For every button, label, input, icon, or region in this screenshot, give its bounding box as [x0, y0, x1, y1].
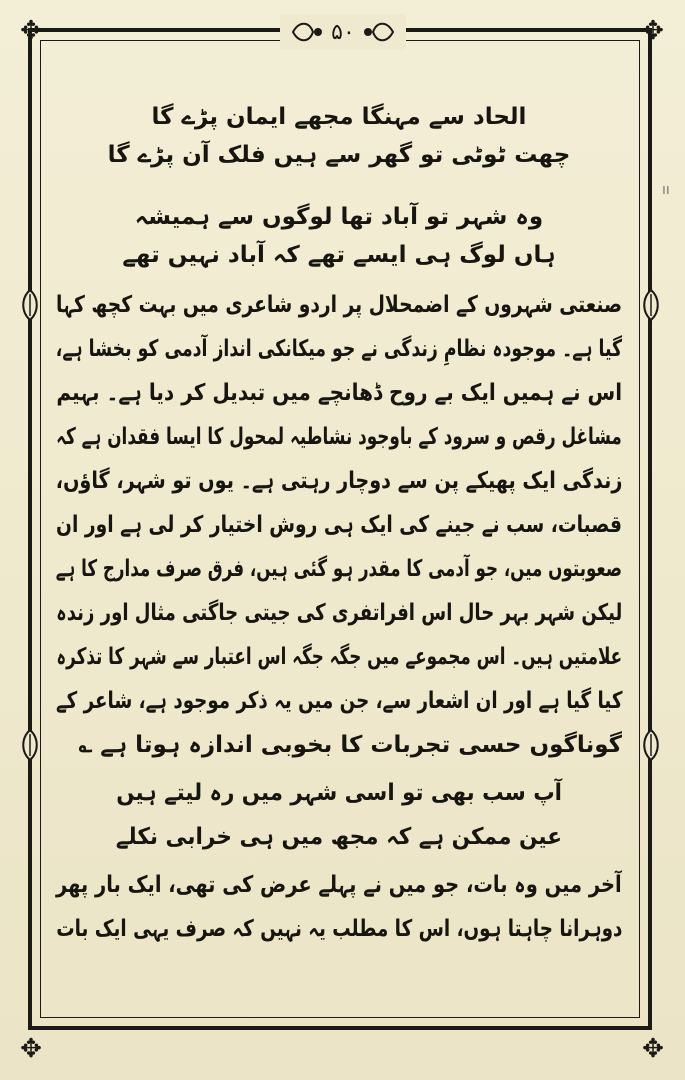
leaf-flourish-icon — [640, 288, 662, 322]
paragraph-line: علامتیں ہیں۔ اس مجموعے میں جگہ جگہ اس اعتبار سے شہر کا تذکرہ — [56, 644, 622, 670]
paragraph-line: آخر میں وہ بات، جو میں نے پہلے عرض کی تھی، ایک بار پھر — [56, 872, 622, 898]
paragraph-line: اس نے ہمیں ایک بے روح ڈھانچے میں تبدیل کر دیا ہے۔ بہیم — [56, 380, 622, 406]
page-header — [280, 14, 406, 50]
corner-flourish-icon: ✥ — [20, 1034, 42, 1064]
corner-flourish-icon: ✥ — [20, 16, 42, 46]
leaf-flourish-icon — [19, 728, 41, 762]
leaf-flourish-icon — [640, 728, 662, 762]
paragraph-line: لیکن شہر بہر حال اس افراتفری کی جیتی جاگتی مثال اور زندہ — [55, 600, 622, 626]
paragraph-line: صعوبتوں میں، جو آدمی کا مقدر ہو گئی ہیں، فرق صرف مدارج کا ہے — [55, 556, 622, 582]
paragraph-line: زندگی ایک پھیکے پن سے دوچار رہتی ہے۔ یوں تو شہر، گاؤں، — [55, 468, 622, 494]
verse-line: چھت ٹوٹی تو گھر سے ہیں فلک آن پڑے گا — [107, 142, 571, 168]
paragraph-line: کیا گیا ہے اور ان اشعار سے، جن میں یہ ذکر موجود ہے، شاعر کے — [55, 688, 622, 714]
margin-mark: ıı — [662, 182, 670, 198]
paragraph-line: صنعتی شہروں کے اضمحلال پر اردو شاعری میں بہت کچھ کہا — [56, 292, 622, 318]
paragraph-line: قصبات، سب نے جینے کی ایک ہی روش اختیار کر لی ہے اور ان — [56, 512, 622, 538]
floral-header-icon — [361, 19, 395, 45]
paragraph-line: مشاغل رقص و سرود کے باوجود نشاطیہ لمحول کا ایسا فقدان ہے کہ — [56, 424, 622, 450]
paragraph-line: گوناگوں حسی تجربات کا بخوبی اندازہ ہوتا ہے ؎ — [78, 732, 622, 758]
paragraph-line: گیا ہے۔ موجودہ نظامِ زندگی نے جو میکانکی انداز آدمی کو بخشا ہے، — [55, 336, 622, 362]
leaf-flourish-icon — [19, 288, 41, 322]
corner-flourish-icon: ✥ — [642, 1034, 664, 1064]
verse-line: ہاں لوگ ہی ایسے تھے کہ آباد نہیں تھے — [122, 242, 556, 268]
verse-line: آپ سب بھی تو اسی شہر میں رہ لیتے ہیں — [116, 780, 562, 806]
verse-line: عین ممکن ہے کہ مجھ میں ہی خرابی نکلے — [115, 824, 562, 850]
corner-flourish-icon: ✥ — [642, 16, 664, 46]
verse-line: الحاد سے مہنگا مجھے ایمان پڑے گا — [151, 104, 527, 130]
paragraph-line: دوہرانا چاہتا ہوں، اس کا مطلب یہ نہیں کہ صرف یہی ایک بات — [55, 916, 622, 942]
verse-line: وہ شہر تو آباد تھا لوگوں سے ہمیشہ — [134, 204, 544, 230]
floral-header-icon — [291, 19, 325, 45]
page-number: ۵۰ — [331, 19, 355, 45]
